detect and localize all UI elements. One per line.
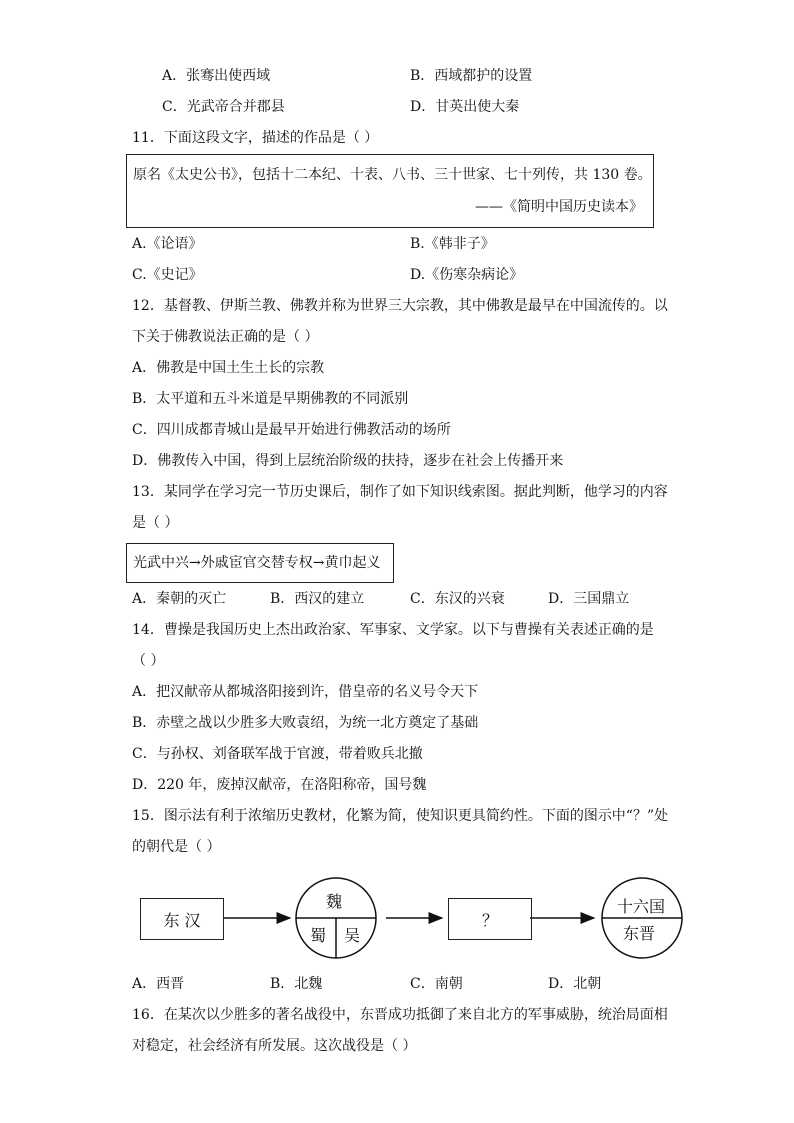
q14-option-c: C．与孙权、刘备联军战于官渡，带着败兵北撤 bbox=[132, 746, 423, 762]
q15-option-d: D．北朝 bbox=[548, 976, 602, 992]
q13-option-a: A．秦朝的灭亡 bbox=[132, 591, 227, 607]
q12-option-b: B．太平道和五斗米道是早期佛教的不同派别 bbox=[132, 391, 409, 407]
q10-option-a: A．张骞出使西域 bbox=[162, 68, 271, 84]
q14-stem-line1: 14．曹操是我国历史上杰出政治家、军事家、文学家。以下与曹操有关表述正确的是 bbox=[132, 622, 654, 638]
q16-stem-line1: 16．在某次以少胜多的著名战役中，东晋成功抵御了来自北方的军事威胁，统治局面相 bbox=[132, 1007, 668, 1023]
q14-stem-line2: （ ） bbox=[132, 653, 165, 669]
q14-option-d: D．220 年，废掉汉献帝，在洛阳称帝，国号魏 bbox=[132, 777, 427, 793]
q13-option-c: C．东汉的兴衰 bbox=[410, 591, 505, 607]
eastern-han-label: 东 汉 bbox=[163, 910, 201, 930]
q13-stem-line1: 13．某同学在学习完一节历史课后，制作了如下知识线索图。据此判断，他学习的内容 bbox=[132, 484, 668, 500]
q11-quote: 原名《太史公书》，包括十二本纪、十表、八书、三十世家、七十列传，共 130 卷。 bbox=[133, 167, 652, 183]
q11-option-a: A.《论语》 bbox=[132, 236, 203, 252]
q11-source: ——《简明中国历史读本》 bbox=[475, 199, 643, 215]
q12-option-c: C．四川成都青城山是最早开始进行佛教活动的场所 bbox=[132, 422, 451, 438]
q10-option-c: C．光武帝合并郡县 bbox=[162, 99, 285, 115]
q13-option-b: B．西汉的建立 bbox=[270, 591, 365, 607]
q14-option-a: A．把汉献帝从都城洛阳接到许，借皇帝的名义号令天下 bbox=[132, 684, 479, 700]
q12-stem-line1: 12．基督教、伊斯兰教、佛教并称为世界三大宗教，其中佛教是最早在中国流传的。以 bbox=[132, 298, 668, 314]
q11-option-c: C.《史记》 bbox=[132, 267, 203, 283]
q12-option-d: D．佛教传入中国，得到上层统治阶级的扶持，逐步在社会上传播开来 bbox=[132, 453, 564, 469]
unknown-dynasty-label: ？ bbox=[481, 910, 498, 930]
q11-stem: 11．下面这段文字，描述的作品是（ ） bbox=[132, 130, 379, 146]
sixteen-kingdoms-label: 十六国 bbox=[617, 897, 666, 916]
q15-stem-line2: 的朝代是（ ） bbox=[132, 839, 221, 855]
q13-option-d: D．三国鼎立 bbox=[548, 591, 630, 607]
shu-label: 蜀 bbox=[310, 926, 327, 945]
eastern-jin-label: 东晋 bbox=[623, 924, 656, 943]
wu-label: 吴 bbox=[344, 926, 361, 945]
q10-option-b: B．西域都护的设置 bbox=[410, 68, 533, 84]
q13-clue: 光武中兴→外戚宦官交替专权→黄巾起义 bbox=[133, 555, 381, 571]
q12-stem-line2: 下关于佛教说法正确的是（ ） bbox=[132, 329, 319, 345]
unknown-dynasty-box bbox=[448, 898, 532, 940]
q15-option-c: C．南朝 bbox=[410, 976, 463, 992]
wei-label: 魏 bbox=[326, 892, 343, 911]
q15-stem-line1: 15．图示法有利于浓缩历史教材，化繁为简，使知识更具简约性。下面的图示中“？”处 bbox=[132, 808, 669, 824]
q15-option-a: A．西晋 bbox=[132, 976, 185, 992]
q15-option-b: B．北魏 bbox=[270, 976, 323, 992]
q14-option-b: B．赤壁之战以少胜多大败袁绍，为统一北方奠定了基础 bbox=[132, 715, 479, 731]
q12-option-a: A．佛教是中国土生土长的宗教 bbox=[132, 360, 325, 376]
eastern-han-box bbox=[140, 898, 224, 940]
q11-option-d: D.《伤寒杂病论》 bbox=[410, 267, 524, 283]
q13-stem-line2: 是（ ） bbox=[132, 515, 179, 531]
q16-stem-line2: 对稳定，社会经济有所发展。这次战役是（ ） bbox=[132, 1038, 417, 1054]
q11-option-b: B.《韩非子》 bbox=[410, 236, 495, 252]
q10-option-d: D．甘英出使大秦 bbox=[410, 99, 520, 115]
